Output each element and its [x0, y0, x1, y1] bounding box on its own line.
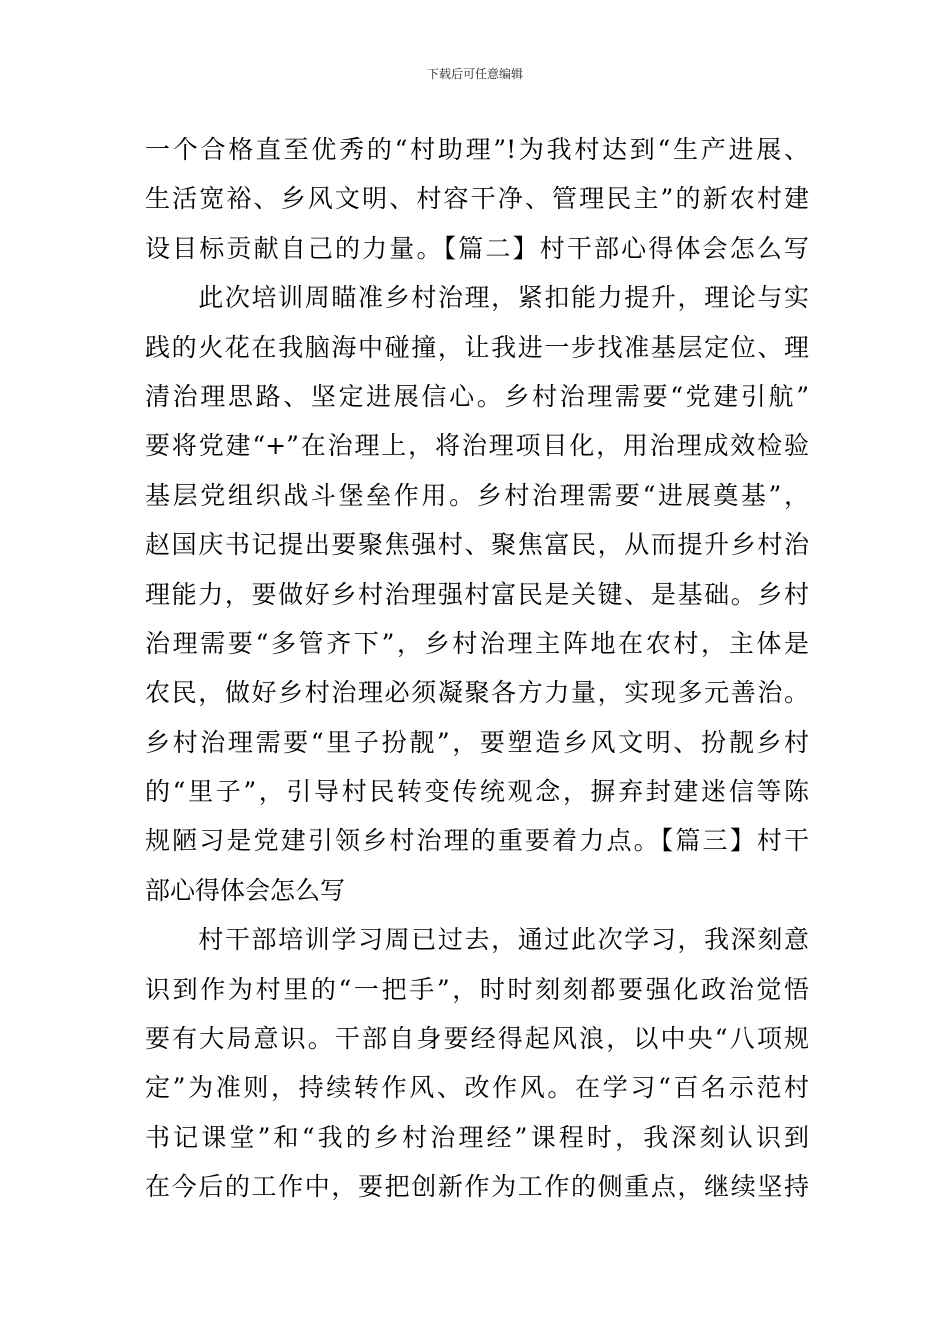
- text-line: 村干部培训学习周已过去，通过此次学习，我深刻意: [145, 925, 809, 955]
- page-header: 下载后可任意编辑: [426, 67, 523, 81]
- text-line: 的“里子”，引导村民转变传统观念，摒弃封建迷信等陈: [145, 777, 809, 807]
- text-line: 践的火花在我脑海中碰撞，让我进一步找准基层定位、理: [145, 332, 809, 362]
- text-line: 治理需要“多管齐下”，乡村治理主阵地在农村，主体是: [145, 628, 809, 658]
- text-line: 要将党建“+”在治理上，将治理项目化，用治理成效检验: [145, 431, 809, 461]
- text-line: 一个合格直至优秀的“村助理”!为我村达到“生产进展、: [145, 135, 809, 164]
- text-line: 规陋习是党建引领乡村治理的重要着力点。【篇三】村干: [145, 826, 809, 856]
- text-line: 理能力，要做好乡村治理强村富民是关键、是基础。乡村: [145, 579, 809, 609]
- text-line: 乡村治理需要“里子扮靓”，要塑造乡风文明、扮靓乡村: [145, 727, 809, 757]
- text-line: 清治理思路、坚定进展信心。乡村治理需要“党建引航”: [145, 381, 809, 411]
- text-line: 设目标贡献自己的力量。【篇二】村干部心得体会怎么写: [145, 233, 809, 263]
- text-line: 赵国庆书记提出要聚焦强村、聚焦富民，从而提升乡村治: [145, 530, 809, 560]
- text-line: 在今后的工作中，要把创新作为工作的侧重点，继续坚持: [145, 1172, 809, 1202]
- text-line: 部心得体会怎么写: [145, 875, 346, 905]
- text-line: 生活宽裕、乡风文明、村容干净、管理民主”的新农村建: [145, 184, 809, 214]
- text-line: 书记课堂”和“我的乡村治理经”课程时，我深刻认识到: [145, 1122, 809, 1152]
- text-line: 要有大局意识。干部自身要经得起风浪，以中央“八项规: [145, 1024, 809, 1054]
- text-line: 农民，做好乡村治理必须凝聚各方力量，实现多元善治。: [145, 678, 809, 708]
- text-line: 此次培训周瞄准乡村治理，紧扣能力提升，理论与实: [145, 283, 809, 313]
- text-line: 识到作为村里的“一把手”，时时刻刻都要强化政治觉悟: [145, 974, 809, 1004]
- body-text: [145, 125, 809, 1212]
- text-line: 定”为准则，持续转作风、改作风。在学习“百名示范村: [145, 1073, 809, 1103]
- text-line: 基层党组织战斗堡垒作用。乡村治理需要“进展奠基”，: [145, 480, 809, 510]
